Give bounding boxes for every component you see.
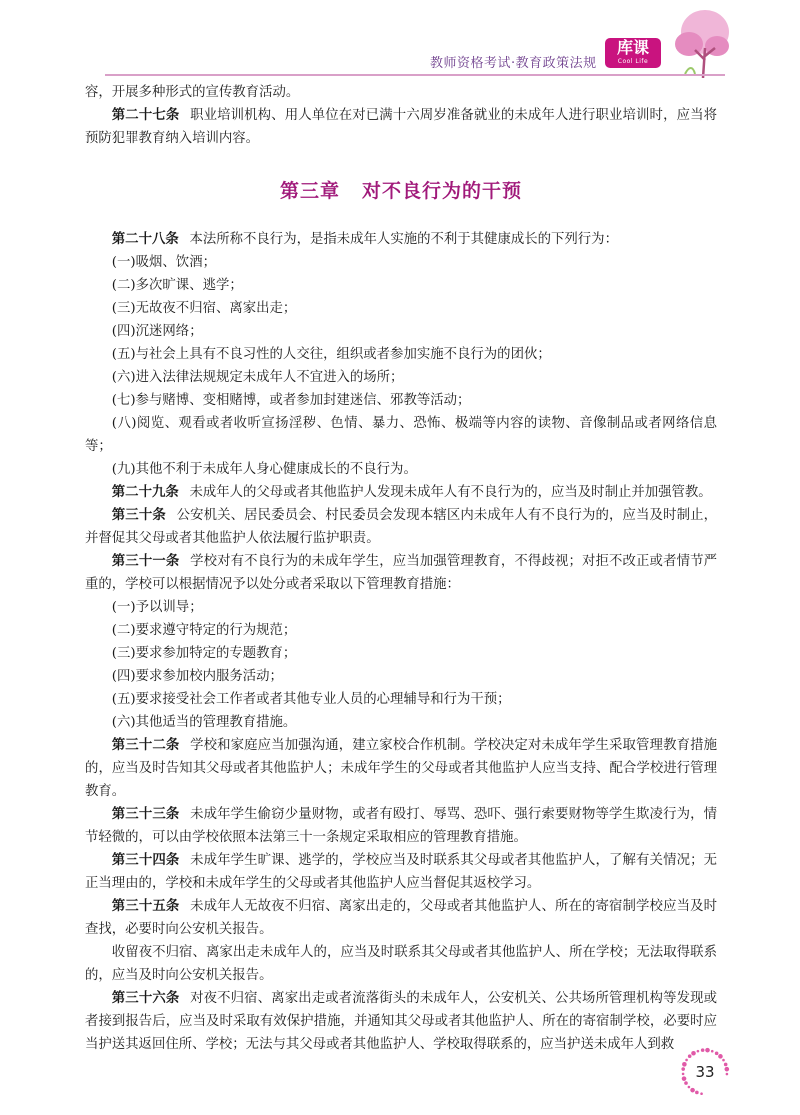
article-number: 第二十七条	[111, 108, 180, 123]
paragraph-text: 职业培训机构、用人单位在对已满十六周岁准备就业的未成年人进行职业培训时，应当将预防犯罪教育纳入培训内容。	[85, 108, 718, 146]
paragraph-text: 本法所称不良行为，是指未成年人实施的不利于其健康成长的下列行为：	[189, 232, 618, 247]
article-paragraph	[85, 987, 717, 1056]
document-body	[85, 81, 717, 1056]
text-paragraph	[85, 941, 717, 987]
page-number-badge	[677, 1044, 733, 1100]
paragraph-text: 未成年人的父母或者其他监护人发现未成年人有不良行为的，应当及时制止并加强管教。	[189, 485, 712, 500]
text-paragraph	[85, 320, 717, 343]
text-paragraph	[85, 688, 717, 711]
text-paragraph	[85, 297, 717, 320]
chapter-title	[85, 180, 717, 203]
logo-text: 库课	[616, 38, 649, 57]
text-paragraph	[85, 642, 717, 665]
paragraph-text: (五)与社会上具有不良习性的人交往，组织或者参加实施不良行为的团伙；	[111, 347, 551, 362]
text-paragraph	[85, 711, 717, 734]
article-number: 第三十条	[111, 508, 166, 523]
tree-decoration-icon	[665, 8, 735, 78]
paragraph-text: (五)要求接受社会工作者或者其他专业人员的心理辅导和行为干预；	[111, 692, 511, 707]
paragraph-text: 对夜不归宿、离家出走或者流落街头的未成年人，公安机关、公共场所管理机构等发现或者接到报告后，应当及时采取有效保护措施，并通知其父母或者其他监护人、所在的寄宿制学校，必要时应当护送其返回住所、学校；无法与其父母或者其他监护人、学校取得联系的，应当护送未成年人到救	[85, 991, 718, 1052]
brand-logo	[605, 38, 661, 68]
paragraph-text: 学校对有不良行为的未成年学生，应当加强管理教育，不得歧视；对拒不改正或者情节严重的，学校可以根据情况予以处分或者采取以下管理教育措施：	[85, 554, 718, 592]
article-paragraph	[85, 104, 717, 150]
text-paragraph	[85, 343, 717, 366]
article-paragraph	[85, 803, 717, 849]
paragraph-text: (一)予以训导；	[111, 600, 203, 615]
paragraph-text: (四)要求参加校内服务活动；	[111, 669, 283, 684]
article-number: 第三十三条	[111, 807, 180, 822]
article-paragraph	[85, 550, 717, 596]
text-paragraph	[85, 596, 717, 619]
paragraph-text: 容，开展多种形式的宣传教育活动。	[85, 85, 300, 100]
paragraph-text: 收留夜不归宿、离家出走未成年人的，应当及时联系其父母或者其他监护人、所在学校；无法取得联系的，应当及时向公安机关报告。	[85, 945, 717, 983]
article-paragraph	[85, 849, 717, 895]
text-paragraph	[85, 458, 717, 481]
series-title: 教师资格考试·教育政策法规	[430, 56, 597, 71]
text-paragraph	[85, 665, 717, 688]
article-number: 第三十四条	[111, 853, 180, 868]
page-number: 33	[695, 1063, 715, 1081]
page-header	[0, 0, 800, 80]
paragraph-text: 未成年学生偷窃少量财物，或者有殴打、辱骂、恐吓、强行索要财物等学生欺凌行为，情节轻微的，可以由学校依照本法第三十一条规定采取相应的管理教育措施。	[85, 807, 718, 845]
text-paragraph	[85, 274, 717, 297]
text-paragraph	[85, 412, 717, 458]
text-paragraph	[85, 81, 717, 104]
text-paragraph	[85, 366, 717, 389]
paragraph-text: 未成年人无故夜不归宿、离家出走的，父母或者其他监护人、所在的寄宿制学校应当及时查找，必要时向公安机关报告。	[85, 899, 718, 937]
paragraph-text: (一)吸烟、饮酒；	[111, 255, 216, 270]
article-paragraph	[85, 481, 717, 504]
paragraph-text: (二)要求遵守特定的行为规范；	[111, 623, 297, 638]
paragraph-text: (三)要求参加特定的专题教育；	[111, 646, 297, 661]
paragraph-text: (三)无故夜不归宿、离家出走；	[111, 301, 297, 316]
text-paragraph	[85, 619, 717, 642]
paragraph-text: (九)其他不利于未成年人身心健康成长的不良行为。	[111, 462, 417, 477]
article-number: 第二十九条	[111, 485, 179, 500]
article-paragraph	[85, 895, 717, 941]
header-rule	[105, 74, 725, 76]
paragraph-text: 学校和家庭应当加强沟通，建立家校合作机制。学校决定对未成年学生采取管理教育措施的，应当及时告知其父母或者其他监护人；未成年学生的父母或者其他监护人应当支持、配合学校进行管理教育。	[85, 738, 718, 799]
logo-subtext: Cool Life	[617, 58, 649, 65]
paragraph-text: (八)阅览、观看或者收听宣扬淫秽、色情、暴力、恐怖、极端等内容的读物、音像制品或者网络信息等；	[85, 416, 717, 454]
paragraph-text: (七)参与赌博、变相赌博，或者参加封建迷信、邪教等活动；	[111, 393, 471, 408]
article-paragraph	[85, 734, 717, 803]
paragraph-text: 公安机关、居民委员会、村民委员会发现本辖区内未成年人有不良行为的，应当及时制止，并督促其父母或者其他监护人依法履行监护职责。	[85, 508, 718, 546]
text-paragraph	[85, 389, 717, 412]
article-number: 第三十六条	[111, 991, 180, 1006]
paragraph-text: (六)进入法律法规规定未成年人不宜进入的场所；	[111, 370, 404, 385]
text-paragraph	[85, 251, 717, 274]
article-paragraph	[85, 228, 717, 251]
chapter-name: 对不良行为的干预	[362, 180, 523, 202]
chapter-number: 第三章	[279, 180, 340, 202]
article-number: 第二十八条	[111, 232, 179, 247]
article-paragraph	[85, 504, 717, 550]
article-number: 第三十五条	[111, 899, 180, 914]
paragraph-text: (六)其他适当的管理教育措施。	[111, 715, 297, 730]
paragraph-text: (二)多次旷课、逃学；	[111, 278, 243, 293]
paragraph-text: 未成年学生旷课、逃学的，学校应当及时联系其父母或者其他监护人，了解有关情况；无正当理由的，学校和未成年学生的父母或者其他监护人应当督促其返校学习。	[85, 853, 718, 891]
article-number: 第三十一条	[111, 554, 180, 569]
article-number: 第三十二条	[111, 738, 180, 753]
paragraph-text: (四)沉迷网络；	[111, 324, 203, 339]
